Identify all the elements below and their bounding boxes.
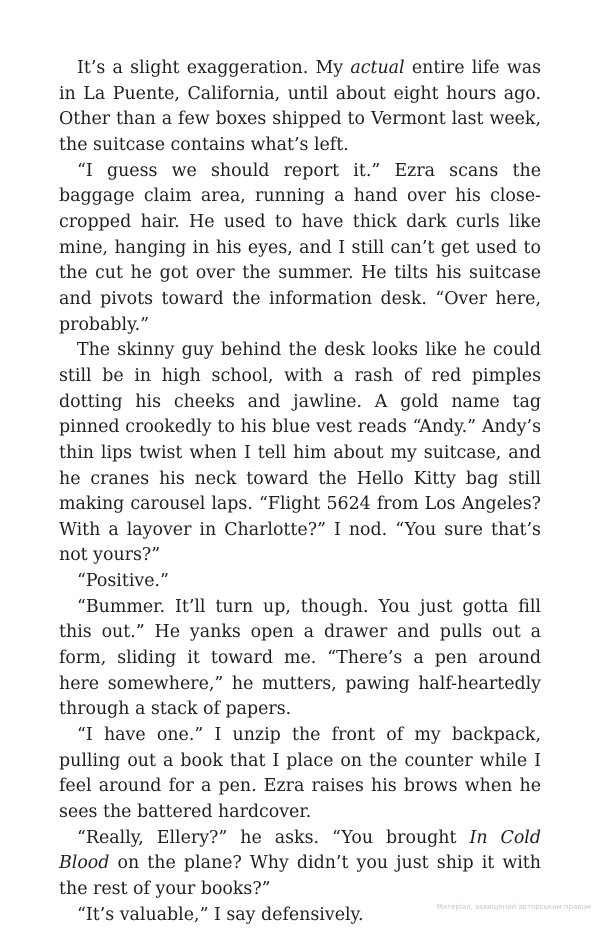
paragraph: It’s a slight exaggeration. My actual entire life was in La Puente, California, until about eight hours ago. Other than a few boxes shipped to Vermont last week, the suitcase contains what’s left. (59, 58, 542, 155)
paragraph: The skinny guy behind the desk looks like he could still be in high school, with a rash of red pimples dotting his cheeks and jawline. A gold name tag pinned crookedly to his blue vest reads “Andy.” Andy’s thin lips twist when I tell him about my suitcase, and he cranes his neck toward the Hello Kitty bag still making carousel laps. “Flight 5624 from Los Angeles? With a layover in Charlotte?” I nod. “You sure that’s not yours?” (59, 340, 541, 566)
emphasis: actual (350, 58, 405, 78)
paragraph: “I have one.” I unzip the front of my backpack, pulling out a book that I place on the counter while I feel around for a pen. Ezra raises his brows when he sees the battered hardcover. (59, 725, 541, 823)
paragraph: “It’s valuable,” I say defensively. (77, 904, 364, 925)
paragraph: “I guess we should report it.” Ezra scans the baggage claim area, running a hand over his close-cropped hair. He used to have thick dark curls like mine, hanging in his eyes, and I still can’t get used to the cut he got over the summer. He tilts his suitcase and pivots toward the information desk. “Over here, probably.” (59, 160, 541, 335)
copyright-watermark: Матеріал, захищений авторським правом (436, 903, 591, 911)
page-body (59, 56, 541, 928)
book-title: In Cold Blood (59, 827, 541, 874)
paragraph: “Bummer. It’ll turn up, though. You just gotta fill this out.” He yanks open a drawer and pulls out a form, sliding it toward me. “There’s a pen around here somewhere,” he mutters, pawing half-heartedly through a stack of papers. (59, 596, 541, 720)
paragraph: “Positive.” (77, 571, 169, 592)
paragraph: “Really, Ellery?” he asks. “You brought In Cold Blood on the plane? Why didn’t you just ship it with the rest of your books?” (59, 827, 541, 899)
